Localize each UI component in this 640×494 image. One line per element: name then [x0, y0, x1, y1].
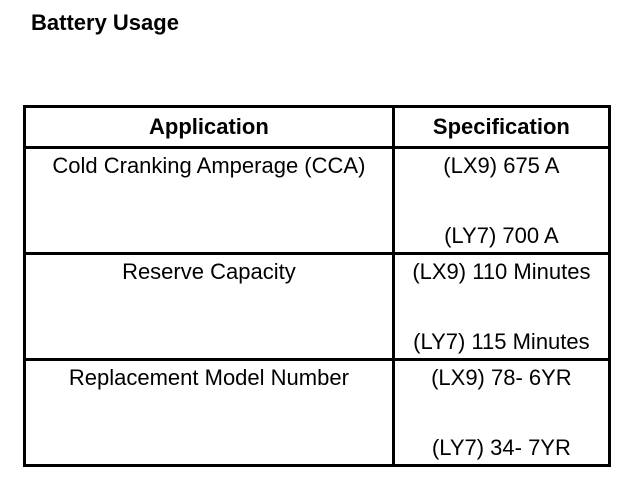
application-label: Replacement Model Number	[68, 365, 349, 390]
table-row	[25, 254, 610, 360]
specification-cell	[393, 254, 609, 360]
specification-value: (LX9) 78- 6YR	[431, 365, 572, 390]
table-body	[25, 148, 610, 466]
battery-usage-table	[23, 105, 611, 467]
specification-column-header: Specification	[393, 107, 609, 148]
specification-cell	[393, 360, 609, 466]
header-row	[25, 107, 610, 148]
specification-values	[395, 149, 608, 252]
specification-value: (LX9) 675 A	[443, 153, 560, 178]
specification-values	[395, 361, 608, 464]
application-cell	[25, 148, 394, 254]
application-label: Reserve Capacity	[122, 259, 296, 284]
specification-value: (LY7) 700 A	[444, 223, 559, 248]
application-label: Cold Cranking Amperage (CCA)	[52, 153, 366, 178]
page-title: Battery Usage	[31, 10, 179, 35]
application-cell	[25, 360, 394, 466]
application-cell	[25, 254, 394, 360]
specification-value: (LX9) 110 Minutes	[412, 259, 591, 284]
specification-value: (LY7) 34- 7YR	[431, 435, 571, 460]
specification-values	[395, 255, 608, 358]
specification-value: (LY7) 115 Minutes	[413, 329, 590, 354]
specification-cell	[393, 148, 609, 254]
application-column-header: Application	[25, 107, 394, 148]
table-row	[25, 148, 610, 254]
table-header	[25, 107, 610, 148]
table-row	[25, 360, 610, 466]
